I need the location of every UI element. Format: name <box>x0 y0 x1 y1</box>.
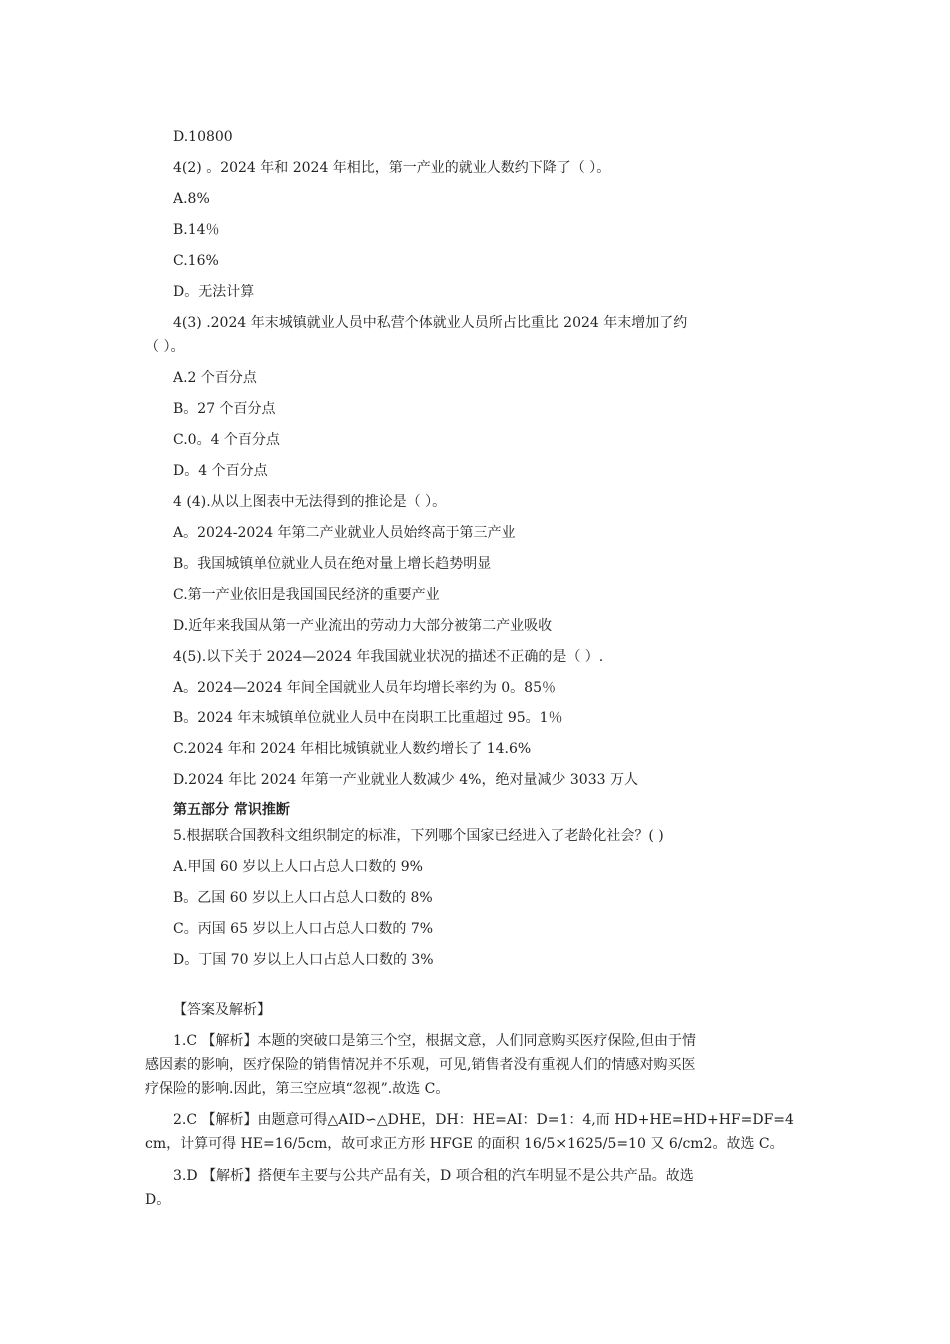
q4-4-stem: 4 (4).从以上图表中无法得到的推论是（ ）。 <box>173 494 447 510</box>
part5-heading: 第五部分 常识推断 <box>173 802 290 818</box>
q4-3-option-a: A.2 个百分点 <box>173 370 257 386</box>
answer-1-line1: 1.C 【解析】本题的突破口是第三个空，根据文意，人们同意购买医疗保险,但由于情 <box>173 1033 696 1049</box>
answer-1-line3: 疗保险的影响.因此，第三空应填“忽视”.故选 C。 <box>145 1081 450 1097</box>
answer-3-line2: D。 <box>145 1192 171 1208</box>
q4-4-option-d: D.近年来我国从第一产业流出的劳动力大部分被第二产业吸收 <box>173 618 553 634</box>
q4-2-option-d: D。无法计算 <box>173 284 255 300</box>
q4-2-option-b: B.14％ <box>173 222 220 238</box>
q4-5-option-b: B。2024 年末城镇单位就业人员中在岗职工比重超过 95。1％ <box>173 710 563 726</box>
q5-option-a: A.甲国 60 岁以上人口占总人口数的 9% <box>173 859 423 875</box>
answer-2-line2: cm，计算可得 HE=16/5cm，故可求正方形 HFGE 的面积 16/5×1625/5=10 又 6/cm2。故选 C。 <box>145 1136 784 1152</box>
q4-5-option-d: D.2024 年比 2024 年第一产业就业人数减少 4%，绝对量减少 3033 万人 <box>173 772 638 788</box>
q4-3-option-c: C.0。4 个百分点 <box>173 432 280 448</box>
answer-3-line1: 3.D 【解析】搭便车主要与公共产品有关，D 项合租的汽车明显不是公共产品。故选 <box>173 1168 694 1184</box>
q4-5-stem: 4(5).以下关于 2024—2024 年我国就业状况的描述不正确的是（ ）. <box>173 649 604 665</box>
q4-3-option-d: D。4 个百分点 <box>173 463 268 479</box>
q4-5-option-c: C.2024 年和 2024 年相比城镇就业人数约增长了 14.6% <box>173 741 532 757</box>
q5-option-b: B。乙国 60 岁以上人口占总人口数的 8% <box>173 890 433 906</box>
q4-2-option-c: C.16% <box>173 253 219 269</box>
answer-2-line1: 2.C 【解析】由题意可得△AID∽△DHE，DH：HE=AI：D=1：4,而 HD+HE=HD+HF=DF=4 <box>173 1112 794 1128</box>
q4-2-option-a: A.8% <box>173 191 210 207</box>
q4-4-option-a: A。2024-2024 年第二产业就业人员始终高于第三产业 <box>173 525 516 541</box>
q4-4-option-b: B。我国城镇单位就业人员在绝对量上增长趋势明显 <box>173 556 492 572</box>
q5-option-d: D。丁国 70 岁以上人口占总人口数的 3% <box>173 952 434 968</box>
answers-heading: 【答案及解析】 <box>173 1002 271 1018</box>
q4-3-option-b: B。27 个百分点 <box>173 401 276 417</box>
q4-4-option-c: C.第一产业依旧是我国国民经济的重要产业 <box>173 587 440 603</box>
q4-3-stem-line2: （ ）。 <box>145 339 185 355</box>
q5-option-c: C。丙国 65 岁以上人口占总人口数的 7% <box>173 921 434 937</box>
q5-stem: 5.根据联合国教科文组织制定的标准，下列哪个国家已经进入了老龄化社会？( ) <box>173 828 664 844</box>
q4-5-option-a: A。2024—2024 年间全国就业人员年均增长率约为 0。85％ <box>173 680 556 696</box>
q4-1-option-d: D.10800 <box>173 129 233 145</box>
answer-1-line2: 感因素的影响，医疗保险的销售情况并不乐观，可见,销售者没有重视人们的情感对购买医 <box>145 1057 696 1073</box>
q4-3-stem-line1: 4(3) .2024 年末城镇就业人员中私营个体就业人员所占比重比 2024 年末增加了约 <box>173 315 688 331</box>
q4-2-stem: 4(2) 。2024 年和 2024 年相比，第一产业的就业人数约下降了（ ）。 <box>173 160 611 176</box>
